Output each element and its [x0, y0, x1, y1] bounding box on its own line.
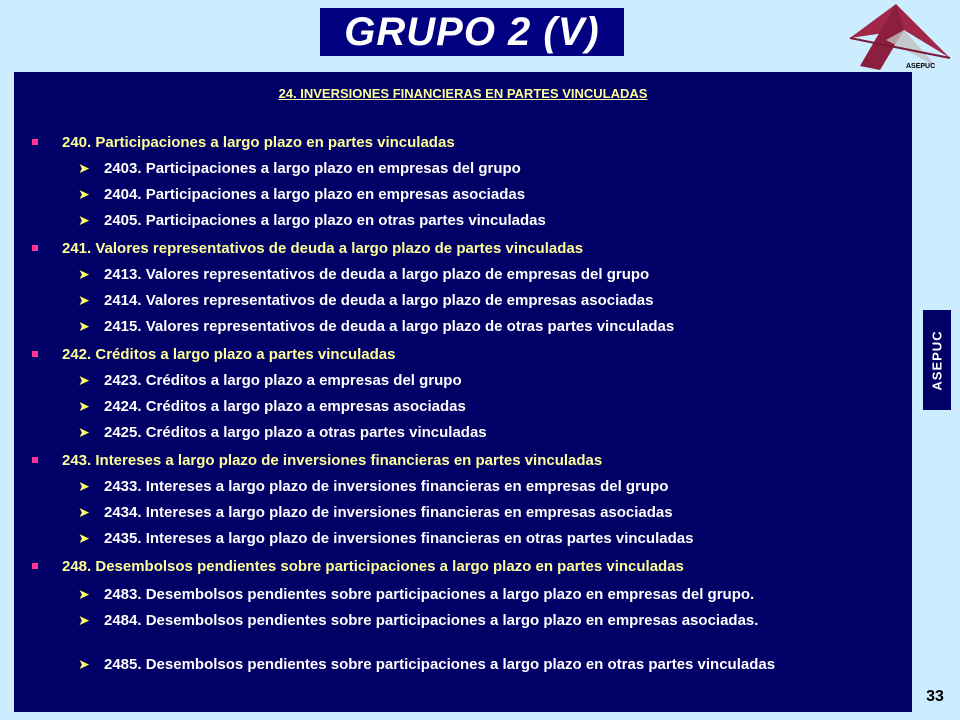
square-bullet-icon — [32, 457, 38, 463]
arrow-bullet-icon: ➤ — [78, 504, 90, 520]
item-text: 2435. Intereses a largo plazo de inversiones financieras en otras partes vinculadas — [104, 530, 694, 547]
item-text: 2424. Créditos a largo plazo a empresas asociadas — [104, 398, 466, 415]
arrow-bullet-icon: ➤ — [78, 656, 90, 672]
arrow-bullet-icon: ➤ — [78, 530, 90, 546]
item-text: 2413. Valores representativos de deuda a largo plazo de empresas del grupo — [104, 266, 650, 283]
item-text: 2485. Desembolsos pendientes sobre participaciones a largo plazo en otras partes vinculadas — [104, 656, 776, 673]
section-heading: 24. INVERSIONES FINANCIERAS EN PARTES VINCULADAS — [278, 86, 648, 101]
arrow-bullet-icon: ➤ — [78, 292, 90, 308]
account-subitem — [78, 612, 904, 629]
arrow-bullet-icon: ➤ — [78, 160, 90, 176]
item-text: 2415. Valores representativos de deuda a largo plazo de otras partes vinculadas — [104, 318, 675, 335]
account-subitem — [78, 292, 904, 309]
arrow-bullet-icon: ➤ — [78, 186, 90, 202]
square-bullet-icon — [32, 563, 38, 569]
item-text: 248. Desembolsos pendientes sobre participaciones a largo plazo en partes vinculadas — [62, 558, 684, 575]
account-subitem — [78, 586, 904, 603]
arrow-bullet-icon: ➤ — [78, 318, 90, 334]
asepuc-logo-icon — [846, 0, 956, 72]
account-subitem — [78, 186, 904, 203]
item-text: 242. Créditos a largo plazo a partes vinculadas — [62, 346, 396, 363]
item-text: 2434. Intereses a largo plazo de inversiones financieras en empresas asociadas — [104, 504, 673, 521]
arrow-bullet-icon: ➤ — [78, 424, 90, 440]
item-text: 241. Valores representativos de deuda a largo plazo de partes vinculadas — [62, 240, 584, 257]
item-text: 2483. Desembolsos pendientes sobre participaciones a largo plazo en empresas del grupo. — [104, 586, 755, 603]
account-subitem — [78, 212, 904, 229]
account-group-item — [62, 452, 892, 469]
arrow-bullet-icon: ➤ — [78, 398, 90, 414]
account-subitem — [78, 504, 904, 521]
square-bullet-icon — [32, 351, 38, 357]
arrow-bullet-icon: ➤ — [78, 372, 90, 388]
account-group-item — [62, 558, 892, 575]
item-text: 2423. Créditos a largo plazo a empresas del grupo — [104, 372, 462, 389]
account-subitem — [78, 530, 904, 547]
account-subitem — [78, 398, 904, 415]
item-text: 2405. Participaciones a largo plazo en otras partes vinculadas — [104, 212, 546, 229]
logo-text: ASEPUC — [906, 63, 936, 70]
item-text: 2484. Desembolsos pendientes sobre participaciones a largo plazo en empresas asociadas. — [104, 612, 759, 629]
item-text: 2404. Participaciones a largo plazo en empresas asociadas — [104, 186, 526, 203]
arrow-bullet-icon: ➤ — [78, 478, 90, 494]
item-text: 2433. Intereses a largo plazo de inversiones financieras en empresas del grupo — [104, 478, 669, 495]
side-label-text: ASEPUC — [929, 329, 945, 391]
account-subitem — [78, 266, 904, 283]
square-bullet-icon — [32, 245, 38, 251]
account-group-item — [62, 346, 892, 363]
arrow-bullet-icon: ➤ — [78, 612, 90, 628]
item-text: 2425. Créditos a largo plazo a otras partes vinculadas — [104, 424, 487, 441]
account-subitem — [78, 372, 904, 389]
page-number: 33 — [926, 688, 944, 705]
title-box — [320, 8, 624, 56]
account-group-item — [62, 240, 892, 257]
account-group-item — [62, 134, 892, 151]
account-subitem — [78, 656, 904, 673]
account-subitem — [78, 160, 904, 177]
square-bullet-icon — [32, 139, 38, 145]
item-text: 240. Participaciones a largo plazo en partes vinculadas — [62, 134, 455, 151]
account-subitem — [78, 318, 904, 335]
arrow-bullet-icon: ➤ — [78, 212, 90, 228]
item-text: 243. Intereses a largo plazo de inversiones financieras en partes vinculadas — [62, 452, 603, 469]
account-subitem — [78, 424, 904, 441]
content-panel — [14, 72, 912, 712]
arrow-bullet-icon: ➤ — [78, 586, 90, 602]
side-label — [923, 310, 951, 410]
slide-title: GRUPO 2 (V) — [344, 9, 600, 54]
item-text: 2403. Participaciones a largo plazo en empresas del grupo — [104, 160, 521, 177]
arrow-bullet-icon: ➤ — [78, 266, 90, 282]
account-subitem — [78, 478, 904, 495]
item-text: 2414. Valores representativos de deuda a largo plazo de empresas asociadas — [104, 292, 654, 309]
